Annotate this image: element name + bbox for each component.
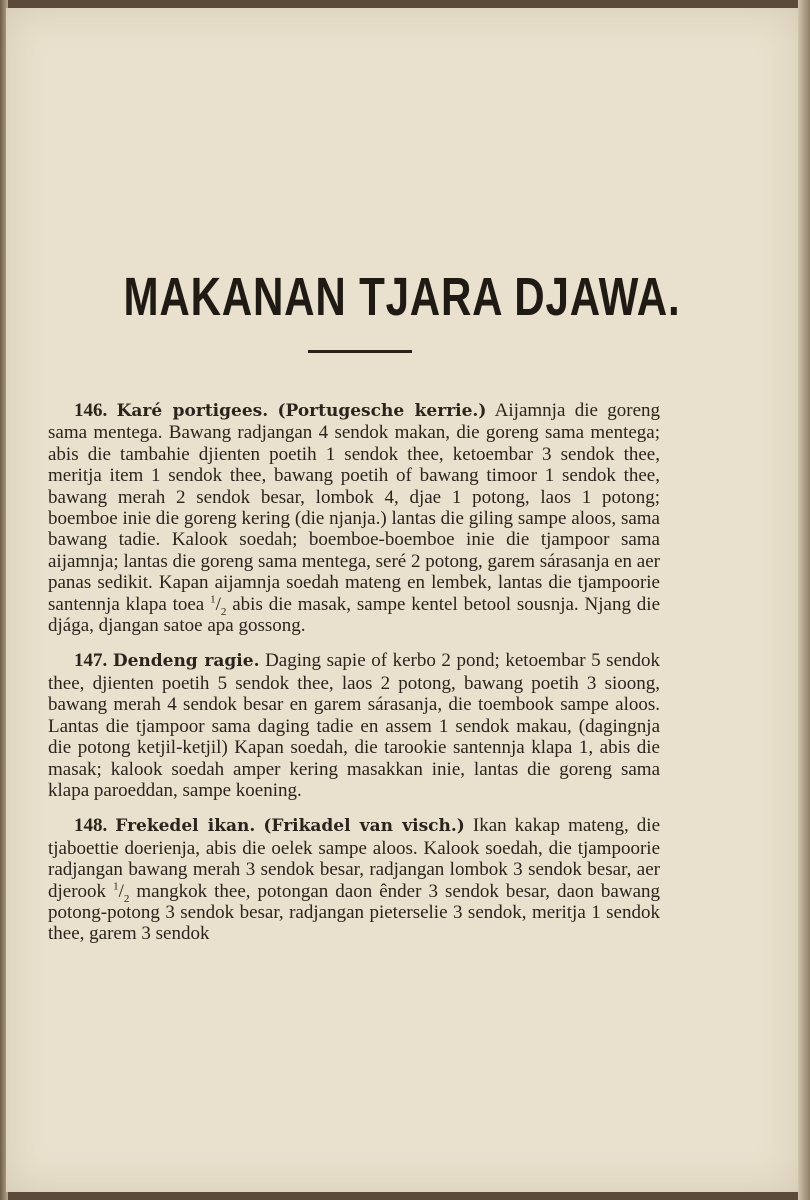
recipe-number: 148. bbox=[74, 815, 108, 837]
recipe-translation: (Portugesche kerrie.) bbox=[277, 401, 487, 421]
fraction-numerator: 1 bbox=[113, 880, 119, 893]
recipe-text bbox=[48, 400, 660, 959]
recipe-translation: (Frikadel van visch.) bbox=[263, 816, 465, 837]
book-page bbox=[6, 8, 798, 1192]
page-fore-edge bbox=[798, 0, 810, 1200]
recipe-body-continued: mangkok thee, potongan daon ênder 3 sendok besar, daon bawang potong-potong 3 sendok besar, radjangan pieterselie 3 sendok, meritja 1 sendok thee, garem 3 sendok bbox=[48, 880, 661, 945]
recipe-number: 147. bbox=[74, 650, 108, 672]
recipe-name: Karé portigees. bbox=[116, 401, 269, 421]
page-title: MAKANAN TJARA DJAWA. bbox=[123, 267, 681, 327]
recipe-name: Frekedel ikan. bbox=[115, 816, 256, 837]
recipe-body: Daging sapie of kerbo 2 pond; ketoembar 5 sendok thee, djienten poetih 5 sendok thee, laos 2 potong, bawang poetih 3 sioong, bawang merah 4 sendok besar en garem sárasanja, die toembook sampe aloos. Lantas die tjampoor sama daging tadie en assem 1 sendok makau, (dagingnja die potong ketjil-ketjil) Kapan soedah, die tarookie santennja klapa 1, abis die masak; kalook soedah amper kering masakkan inie, lantas die goreng sama klapa paroeddan, sampe koening. bbox=[48, 650, 661, 801]
recipe-146: 146. Karé portigees. (Portugesche kerrie.) Aijamnja die goreng sama mentega. Bawang radjangan 4 sendok makan, die goreng sama mentega; abis die tambahie djienten poetih 1 sendok thee, ketoembar 3 sendok thee, meritja item 1 sendok thee, bawang poetih of bawang timoor 1 sendok thee, bawang merah 2 sendok besar, lombok 4, djae 1 potong, laos 1 potong; boemboe inie die goreng kering (die njanja.) lantas die giling sampe aloos, sama bawang tadie. Kalook soedah; boemboe-boemboe inie die tjampoor sama aijamnja; lantas die goreng sama mentega, seré 2 potong, garem sárasanja en aer panas sedikit. Kapan aijamnja soedah mateng en lembek, lantas die tjampoorie santennja klapa toea $^1/_2$ abis die masak, sampe kentel betool sousnja. Njang die djága, djangan satoe apa gossong. bbox=[48, 400, 661, 637]
recipe-body-continued: abis die masak, sampe kentel betool sousnja. Njang die djága, djangan satoe apa gossong. bbox=[48, 593, 661, 637]
recipe-body: Ikan kakap mateng, die tjaboettie doerienja, abis die oelek sampe aloos. Kalook soedah, die tjampoorie radjangan bawang merah 3 sendok besar, radjangan lombok 3 sendok besar, aer djerook bbox=[48, 815, 661, 902]
title-divider bbox=[308, 350, 412, 353]
recipe-number: 146. bbox=[74, 400, 108, 421]
fraction-denominator: 2 bbox=[123, 892, 130, 905]
recipe-147 bbox=[48, 650, 660, 801]
recipe-148: 148. Frekedel ikan. (Frikadel van visch.) Ikan kakap mateng, die tjaboettie doerienja, abis die oelek sampe aloos. Kalook soedah, die tjampoorie radjangan bawang merah 3 sendok besar, radjangan lombok 3 sendok besar, aer djerook $^1/_2$ mangkok thee, potongan daon ênder 3 sendok besar, daon bawang potong-potong 3 sendok besar, radjangan pieterselie 3 sendok, meritja 1 sendok thee, garem 3 sendok bbox=[48, 815, 661, 945]
fraction-numerator: 1 bbox=[210, 593, 216, 606]
recipe-body: Aijamnja die goreng sama mentega. Bawang radjangan 4 sendok makan, die goreng sama mentega; abis die tambahie djienten poetih 1 sendok thee, ketoembar 3 sendok thee, meritja item 1 sendok thee, bawang poetih of bawang timoor 1 sendok thee, bawang merah 2 sendok besar, lombok 4, djae 1 potong, laos 1 potong; boemboe inie die goreng kering (die njanja.) lantas die giling sampe aloos, sama bawang tadie. Kalook soedah; boemboe-boemboe inie die tjampoor sama aijamnja; lantas die goreng sama mentega, seré 2 potong, garem sárasanja en aer panas sedikit. Kapan aijamnja soedah mateng en lembek, lantas die tjampoorie santennja klapa toea bbox=[48, 400, 660, 615]
recipe-name: Dendeng ragie. bbox=[112, 651, 260, 672]
fraction-denominator: 2 bbox=[220, 605, 227, 618]
